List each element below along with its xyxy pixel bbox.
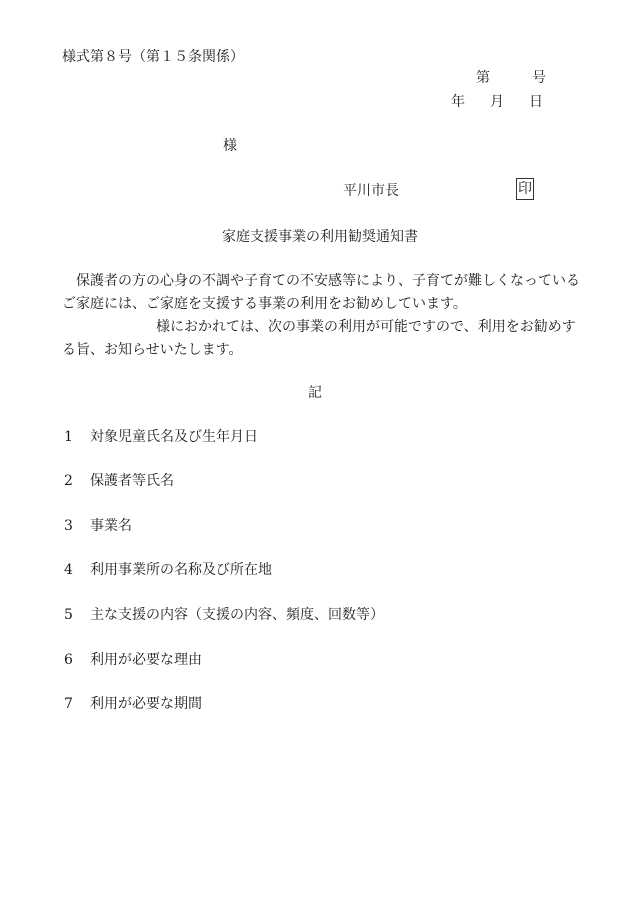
form-label: 様式第８号（第１５条関係） bbox=[62, 49, 244, 65]
list-item: 5 主な支援の内容（支援の内容、頻度、回数等） bbox=[64, 607, 384, 623]
list-item: 1 対象児童氏名及び生年月日 bbox=[64, 429, 258, 445]
list-item: 4 利用事業所の名称及び所在地 bbox=[64, 562, 272, 578]
document-title: 家庭支援事業の利用勧奨通知書 bbox=[222, 229, 418, 245]
body-paragraph-2: 様におかれては、次の事業の利用が可能ですので、利用をお勧めする旨、お知らせいたします。 bbox=[62, 319, 576, 358]
list-item: 2 保護者等氏名 bbox=[64, 473, 174, 489]
addressee-honorific: 様 bbox=[223, 138, 237, 154]
body-paragraph-1: 保護者の方の心身の不調や子育ての不安感等により、子育てが難しくなっているご家庭には、ご家庭を支援する事業の利用をお勧めしています。 bbox=[62, 273, 580, 312]
document-date bbox=[451, 93, 543, 111]
document-number bbox=[476, 69, 546, 87]
ki-heading: 記 bbox=[308, 385, 322, 401]
number-prefix: 第 bbox=[476, 70, 490, 86]
list-item: 6 利用が必要な理由 bbox=[64, 652, 202, 668]
list-item: 3 事業名 bbox=[64, 518, 132, 534]
seal-mark: 印 bbox=[516, 178, 534, 200]
number-suffix: 号 bbox=[532, 70, 546, 86]
list-item: 7 利用が必要な期間 bbox=[64, 696, 202, 712]
date-month: 月 bbox=[490, 94, 504, 110]
sender-name: 平川市長 bbox=[343, 183, 399, 199]
date-year: 年 bbox=[451, 94, 465, 110]
date-day: 日 bbox=[529, 94, 543, 110]
